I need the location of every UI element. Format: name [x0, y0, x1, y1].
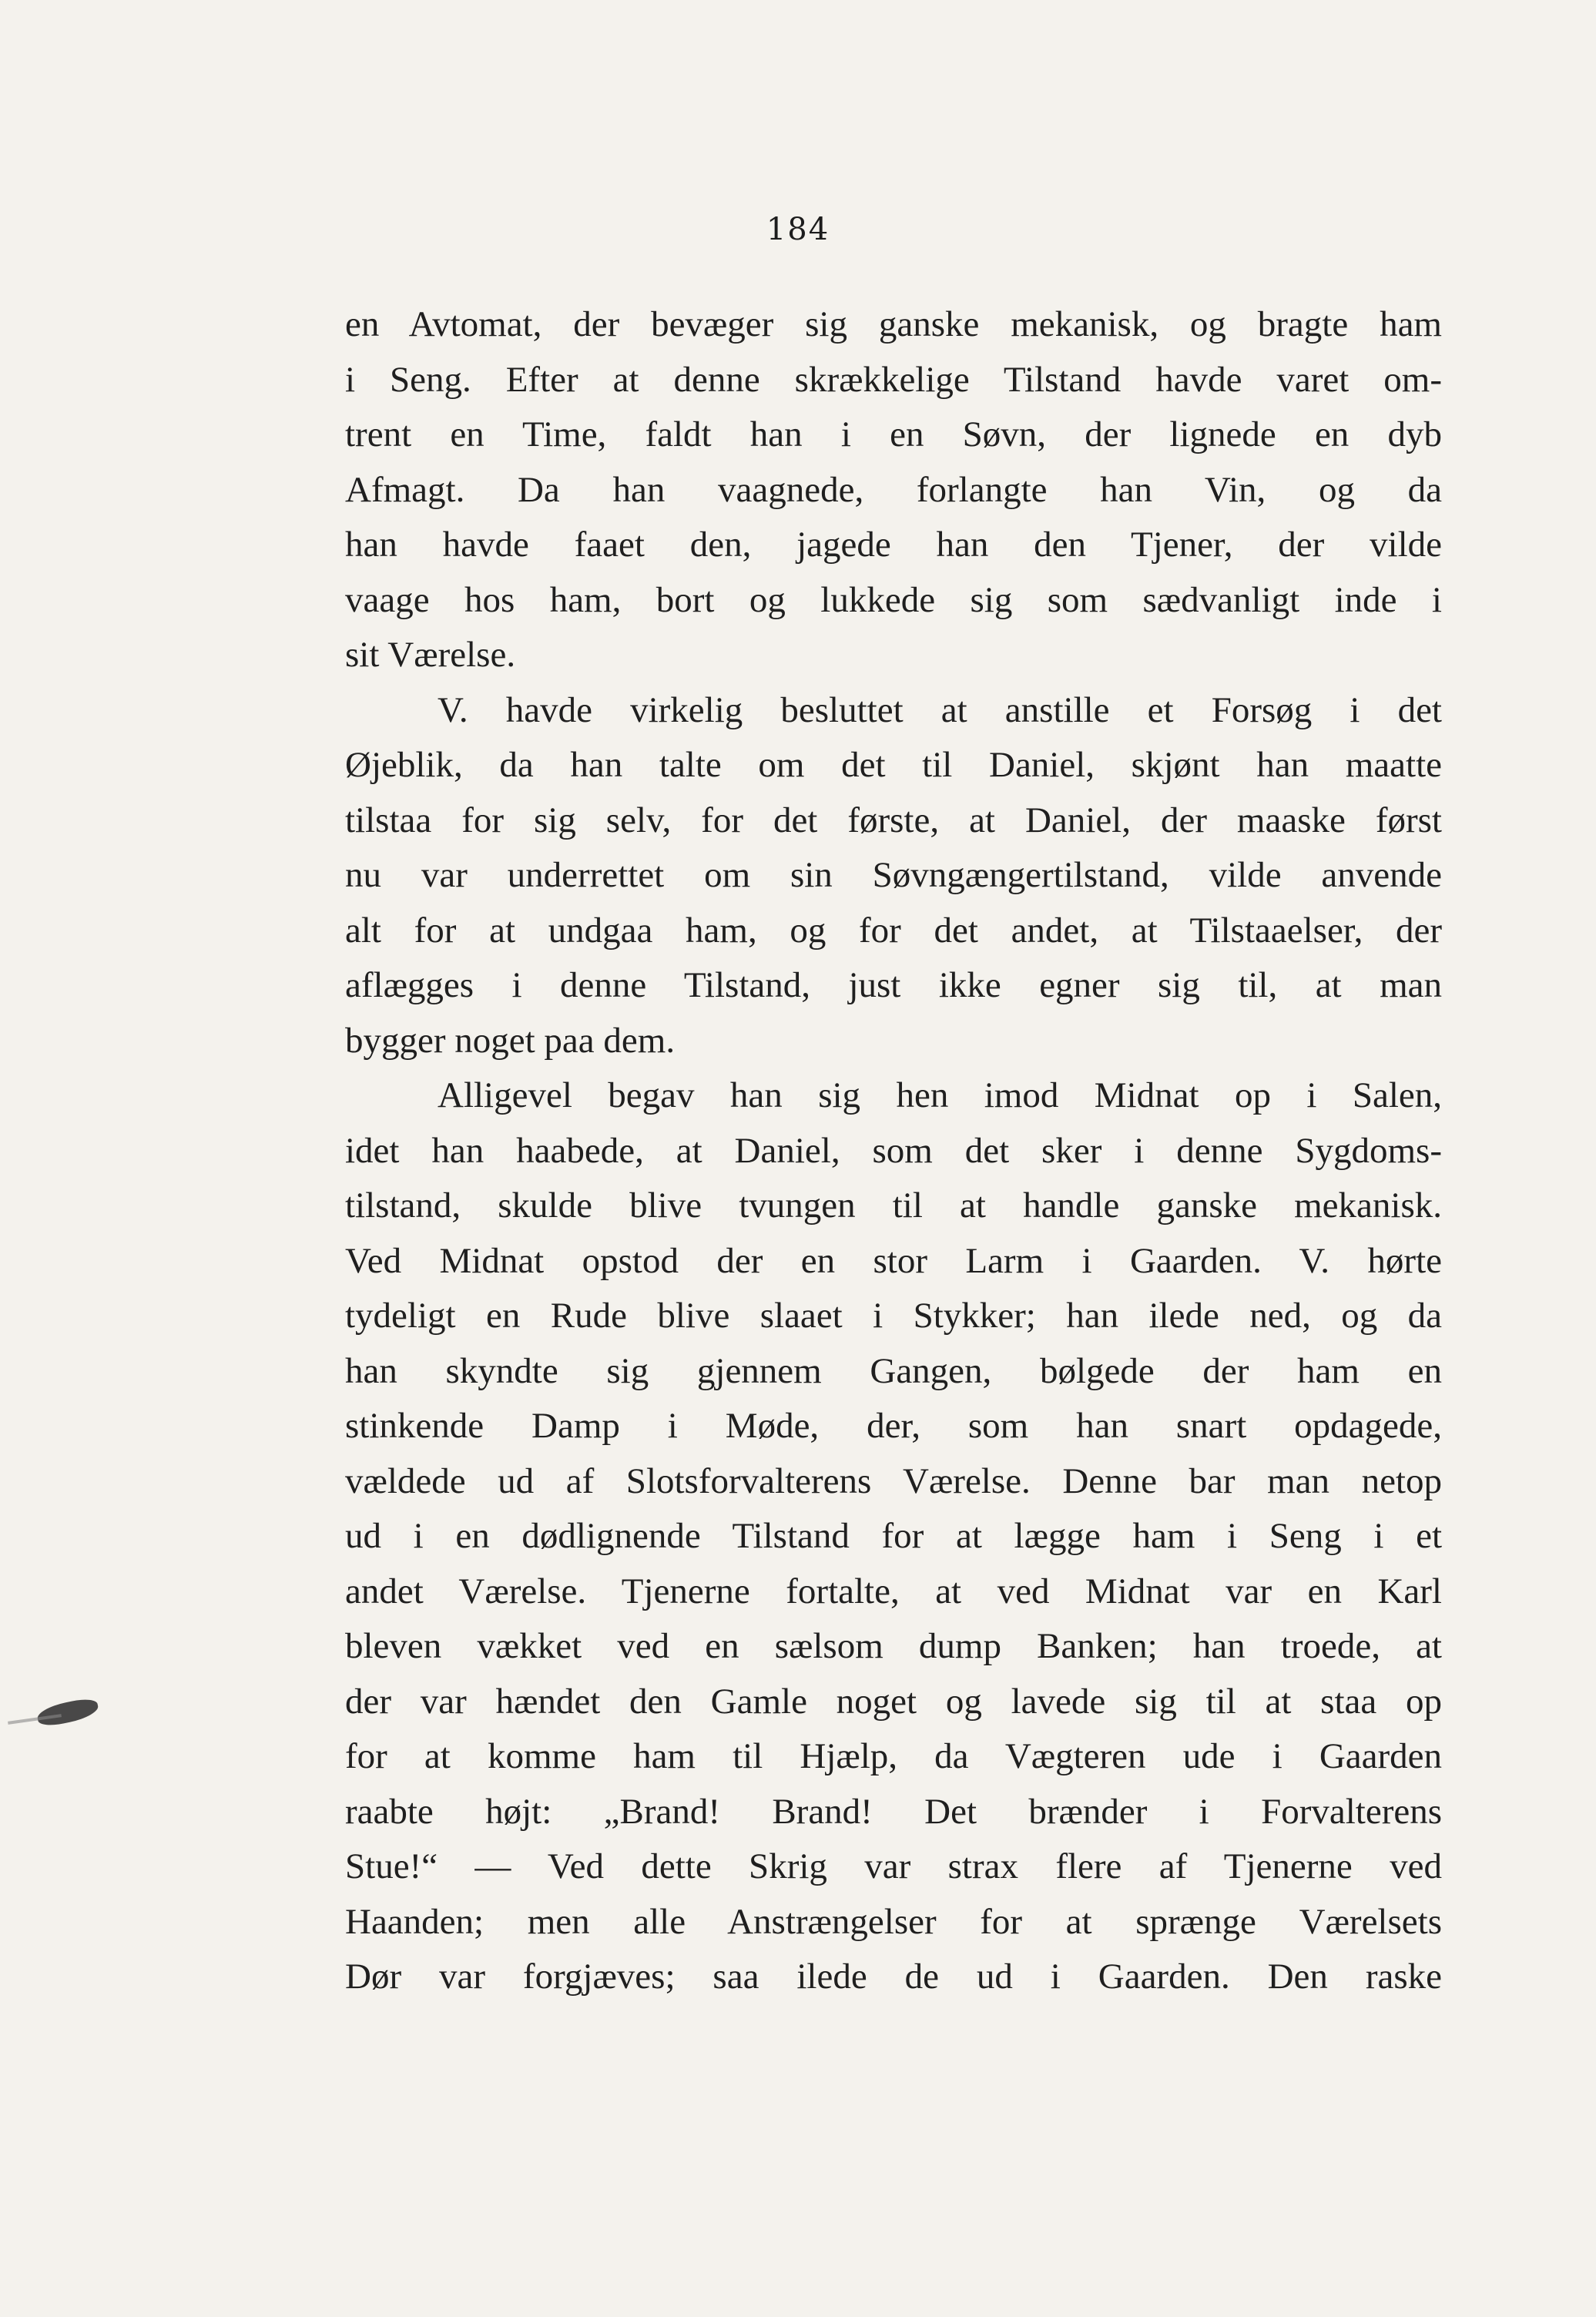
text-line: tilstaa for sig selv, for det første, at Daniel, der maaske først — [345, 800, 1442, 840]
text-line: raabte højt: „Brand! Brand! Det brænder i Forvalterens — [345, 1791, 1442, 1832]
text-line: andet Værelse. Tjenerne fortalte, at ved Midnat var en Karl — [345, 1571, 1442, 1611]
text-line: Dør var forgjæves; saa ilede de ud i Gaarden. Den raske — [345, 1957, 1442, 1997]
text-line: han havde faaet den, jagede han den Tjener, der vilde — [345, 525, 1442, 565]
text-line: stinkende Damp i Møde, der, som han snart opdagede, — [345, 1406, 1442, 1446]
text-line: trent en Time, faldt han i en Søvn, der lignede en dyb — [345, 414, 1442, 454]
body-text — [345, 297, 1442, 2005]
text-line: sit Værelse. — [345, 635, 516, 675]
text-line: Afmagt. Da han vaagnede, forlangte han Vin, og da — [345, 469, 1442, 510]
text-line: en Avtomat, der bevæger sig ganske mekanisk, og bragte ham — [345, 304, 1442, 344]
text-line: tydeligt en Rude blive slaaet i Stykker; han ilede ned, og da — [345, 1296, 1442, 1336]
ink-blot-mark — [35, 1696, 100, 1729]
text-line: der var hændet den Gamle noget og lavede sig til at staa op — [345, 1681, 1442, 1722]
text-line: nu var underrettet om sin Søvngængertilstand, vilde anvende — [345, 855, 1442, 895]
text-line: idet han haabede, at Daniel, som det sker i denne Sygdoms- — [345, 1130, 1442, 1171]
text-line: Alligevel begav han sig hen imod Midnat op i Salen, — [438, 1075, 1442, 1115]
text-line: vaage hos ham, bort og lukkede sig som sædvanligt inde i — [345, 579, 1442, 620]
text-line: vældede ud af Slotsforvalterens Værelse. Denne bar man netop — [345, 1460, 1442, 1501]
text-line: for at komme ham til Hjælp, da Vægteren ude i Gaarden — [345, 1736, 1442, 1776]
text-line: aflægges i denne Tilstand, just ikke egner sig til, at man — [345, 965, 1442, 1005]
text-line: Stue!“ — Ved dette Skrig var strax flere af Tjenerne ved — [345, 1846, 1442, 1886]
text-line: i Seng. Efter at denne skrækkelige Tilstand havde varet om- — [345, 359, 1442, 400]
text-line: Haanden; men alle Anstrængelser for at sprænge Værelsets — [345, 1901, 1442, 1942]
page-number: 184 — [766, 212, 830, 247]
text-line: alt for at undgaa ham, og for det andet, at Tilstaaelser, der — [345, 910, 1442, 951]
text-line: bleven vækket ved en sælsom dump Banken; han troede, at — [345, 1626, 1442, 1666]
text-line: Ved Midnat opstod der en stor Larm i Gaarden. V. hørte — [345, 1240, 1442, 1281]
text-line: bygger noget paa dem. — [345, 1020, 676, 1061]
text-line: Øjeblik, da han talte om det til Daniel, skjønt han maatte — [345, 745, 1442, 785]
text-line: ud i en dødlignende Tilstand for at lægge ham i Seng i et — [345, 1516, 1442, 1556]
text-line: V. havde virkelig besluttet at anstille et Forsøg i det — [438, 689, 1442, 730]
text-line: tilstand, skulde blive tvungen til at handle ganske mekanisk. — [345, 1185, 1442, 1226]
text-line: han skyndte sig gjennem Gangen, bølgede der ham en — [345, 1350, 1442, 1391]
